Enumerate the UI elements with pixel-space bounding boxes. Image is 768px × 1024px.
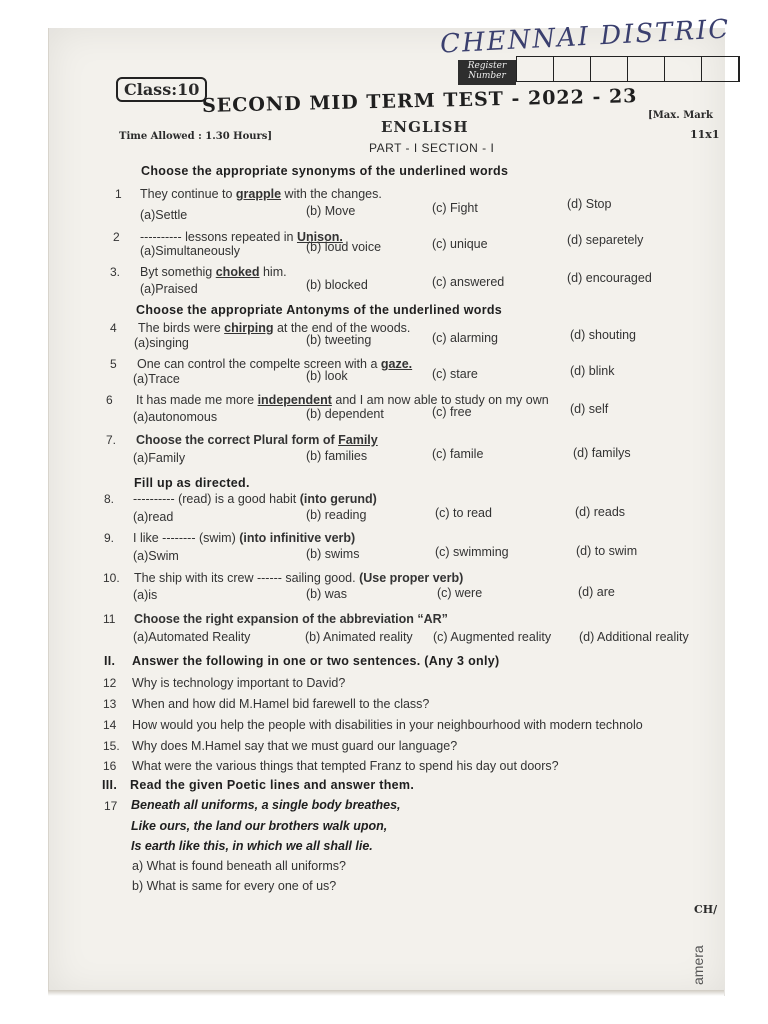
answer-option-d[interactable]: (d) shouting [570,328,637,342]
question-text [134,612,448,626]
answer-option-c[interactable]: (c) unique [432,237,488,251]
answer-option-c[interactable]: (c) answered [432,275,505,289]
short-answer-question: When and how did M.Hamel bid farewell to the class? [132,697,430,711]
question-number: 7. [106,433,117,447]
answer-option-a[interactable]: (a)read [133,510,174,524]
short-answer-question: Why does M.Hamel say that we must guard our language? [132,739,458,753]
short-answer-question: How would you help the people with disabilities in your neighbourhood with modern technolo [132,718,643,732]
question-instruction: (into infinitive verb) [239,531,356,545]
answer-option-d[interactable]: (d) blink [570,364,615,378]
question-stem: They continue to [140,187,236,201]
question-instruction: with the changes. [281,187,382,201]
answer-option-c[interactable]: (c) Fight [432,201,478,215]
answer-option-c[interactable]: (c) free [432,405,472,419]
answer-option-a[interactable]: (a)Family [133,451,186,465]
answer-option-c[interactable]: (c) stare [432,367,478,381]
class-label: Class:10 [116,77,207,102]
question-text [136,433,378,447]
question-number: 16 [103,759,117,773]
part-section: PART - I SECTION - I [369,141,495,155]
question-number: 10. [103,571,120,585]
underlined-word: independent [257,393,332,407]
answer-option-b[interactable]: (b) look [306,369,348,383]
answer-option-a[interactable]: (a)autonomous [133,410,218,424]
answer-option-a[interactable]: (a)singing [134,336,189,350]
question-number: 1 [115,187,122,201]
answer-option-c[interactable]: (c) alarming [432,331,498,345]
poem-line: Like ours, the land our brothers walk upon, [131,819,388,833]
max-marks: [Max. Mark [648,110,713,121]
question-number: 15. [103,739,120,753]
underlined-word: chirping [224,321,274,335]
question-number: 4 [110,321,117,335]
question-stem: The ship with its crew ------ sailing good. [134,571,360,585]
answer-option-b[interactable]: (b) dependent [306,407,384,421]
time-allowed: Time Allowed : 1.30 Hours] [119,131,273,142]
answer-option-d[interactable]: (d) Additional reality [579,630,689,644]
question-number: 14 [103,718,117,732]
answer-option-d[interactable]: (d) familys [573,446,631,460]
question-stem: I like -------- (swim) [133,531,240,545]
question-text [133,492,377,506]
question-number: 3. [110,265,121,279]
answer-option-c[interactable]: (c) Augmented reality [433,630,552,644]
underlined-word: choked [215,265,260,279]
answer-option-a[interactable]: (a)Settle [140,208,188,222]
question-text [136,393,549,407]
poem-line: Is earth like this, in which we all shall lie. [131,839,373,853]
question-number: 6 [106,393,113,407]
short-answer-question: Why is technology important to David? [132,676,346,690]
question-text [140,265,287,279]
subject-title: ENGLISH [381,118,469,136]
section-part2: Answer the following in one or two sentences. (Any 3 only) [132,654,500,668]
question-number: 9. [104,531,115,545]
question-stem: Choose the right expansion of the abbreviation “AR” [134,612,448,626]
answer-option-b[interactable]: (b) blocked [306,278,368,292]
question-instruction: him. [259,265,287,279]
underlined-word: gaze. [380,357,413,371]
answer-option-c[interactable]: (c) famile [432,447,484,461]
answer-option-a[interactable]: (a)Swim [133,549,179,563]
answer-option-d[interactable]: (d) separetely [567,233,644,247]
answer-option-b[interactable]: (b) was [306,587,347,601]
answer-option-b[interactable]: (b) Move [306,204,356,218]
answer-option-a[interactable]: (a)is [133,588,158,602]
underlined-word: grapple [235,187,282,201]
question-instruction: and I am now able to study on my own [331,393,549,407]
register-number-boxes[interactable] [516,56,740,82]
underlined-word: Family [338,433,378,447]
question-text [134,571,463,585]
question-number: 5 [110,357,117,371]
section-fill-up: Fill up as directed. [134,476,250,490]
question-number: 17 [104,799,118,813]
question-stem: Byt somethig [140,265,216,279]
question-text [140,187,382,201]
poem-line: Beneath all uniforms, a single body breathes, [131,798,401,812]
question-stem: ---------- (read) is a good habit [133,492,300,506]
paper-shadow [48,990,724,996]
answer-option-d[interactable]: (d) self [570,402,609,416]
question-text [133,531,355,545]
answer-option-d[interactable]: (d) encouraged [567,271,652,285]
camera-watermark: amera [690,945,706,985]
answer-option-b[interactable]: (b) reading [306,508,367,522]
question-number: 2 [113,230,120,244]
answer-option-b[interactable]: (b) tweeting [306,333,372,347]
question-stem: It has made me more [136,393,258,407]
answer-option-c[interactable]: (c) to read [435,506,492,520]
question-number: 11 [103,612,116,626]
page-corner-text: CH/ [694,903,718,916]
question-stem: One can control the compelte screen with a [137,357,381,371]
question-stem: ---------- lessons repeated in [140,230,297,244]
answer-option-a[interactable]: (a)Simultaneously [140,244,241,258]
question-number: 8. [104,492,115,506]
question-number: 13 [103,697,117,711]
question-text [137,357,412,371]
question-stem: Choose the correct Plural form of [136,433,339,447]
answer-option-d[interactable]: (d) to swim [576,544,638,558]
answer-option-d[interactable]: (d) are [578,585,615,599]
question-instruction: at the end of the woods. [273,321,411,335]
answer-option-b[interactable]: (b) swims [306,547,360,561]
underlined-word: Unison. [296,230,343,244]
poem-subquestion: b) What is same for every one of us? [132,879,337,893]
answer-option-b[interactable]: (b) Animated reality [305,630,413,644]
question-instruction: (Use proper verb) [359,571,464,585]
answer-option-a[interactable]: (a)Trace [133,372,180,386]
district-handwriting: CHENNAI DISTRIC [439,14,731,60]
exam-title: SECOND MID TERM TEST - 2022 - 23 [201,85,638,117]
answer-option-c[interactable]: (c) were [437,586,483,600]
section-synonyms: Choose the appropriate synonyms of the underlined words [141,164,509,178]
answer-option-a[interactable]: (a)Praised [140,282,198,296]
question-number: 12 [103,676,117,690]
section-part3: Read the given Poetic lines and answer them. [130,778,415,792]
answer-option-b[interactable]: (b) families [306,449,368,463]
marks-per-question: 11x1 [690,128,720,141]
poem-subquestion: a) What is found beneath all uniforms? [132,859,347,873]
answer-option-a[interactable]: (a)Automated Reality [133,630,251,644]
part2-roman: II. [104,654,116,668]
answer-option-d[interactable]: (d) Stop [567,197,612,211]
part3-roman: III. [102,778,118,792]
question-stem: The birds were [138,321,225,335]
answer-option-c[interactable]: (c) swimming [435,545,509,559]
answer-option-d[interactable]: (d) reads [575,505,626,519]
short-answer-question: What were the various things that tempted Franz to spend his day out doors? [132,759,559,773]
register-number-label: Register Number [458,60,516,85]
answer-option-b[interactable]: (b) loud voice [306,240,382,254]
question-instruction: (into gerund) [299,492,377,506]
section-antonyms: Choose the appropriate Antonyms of the underlined words [136,303,503,317]
